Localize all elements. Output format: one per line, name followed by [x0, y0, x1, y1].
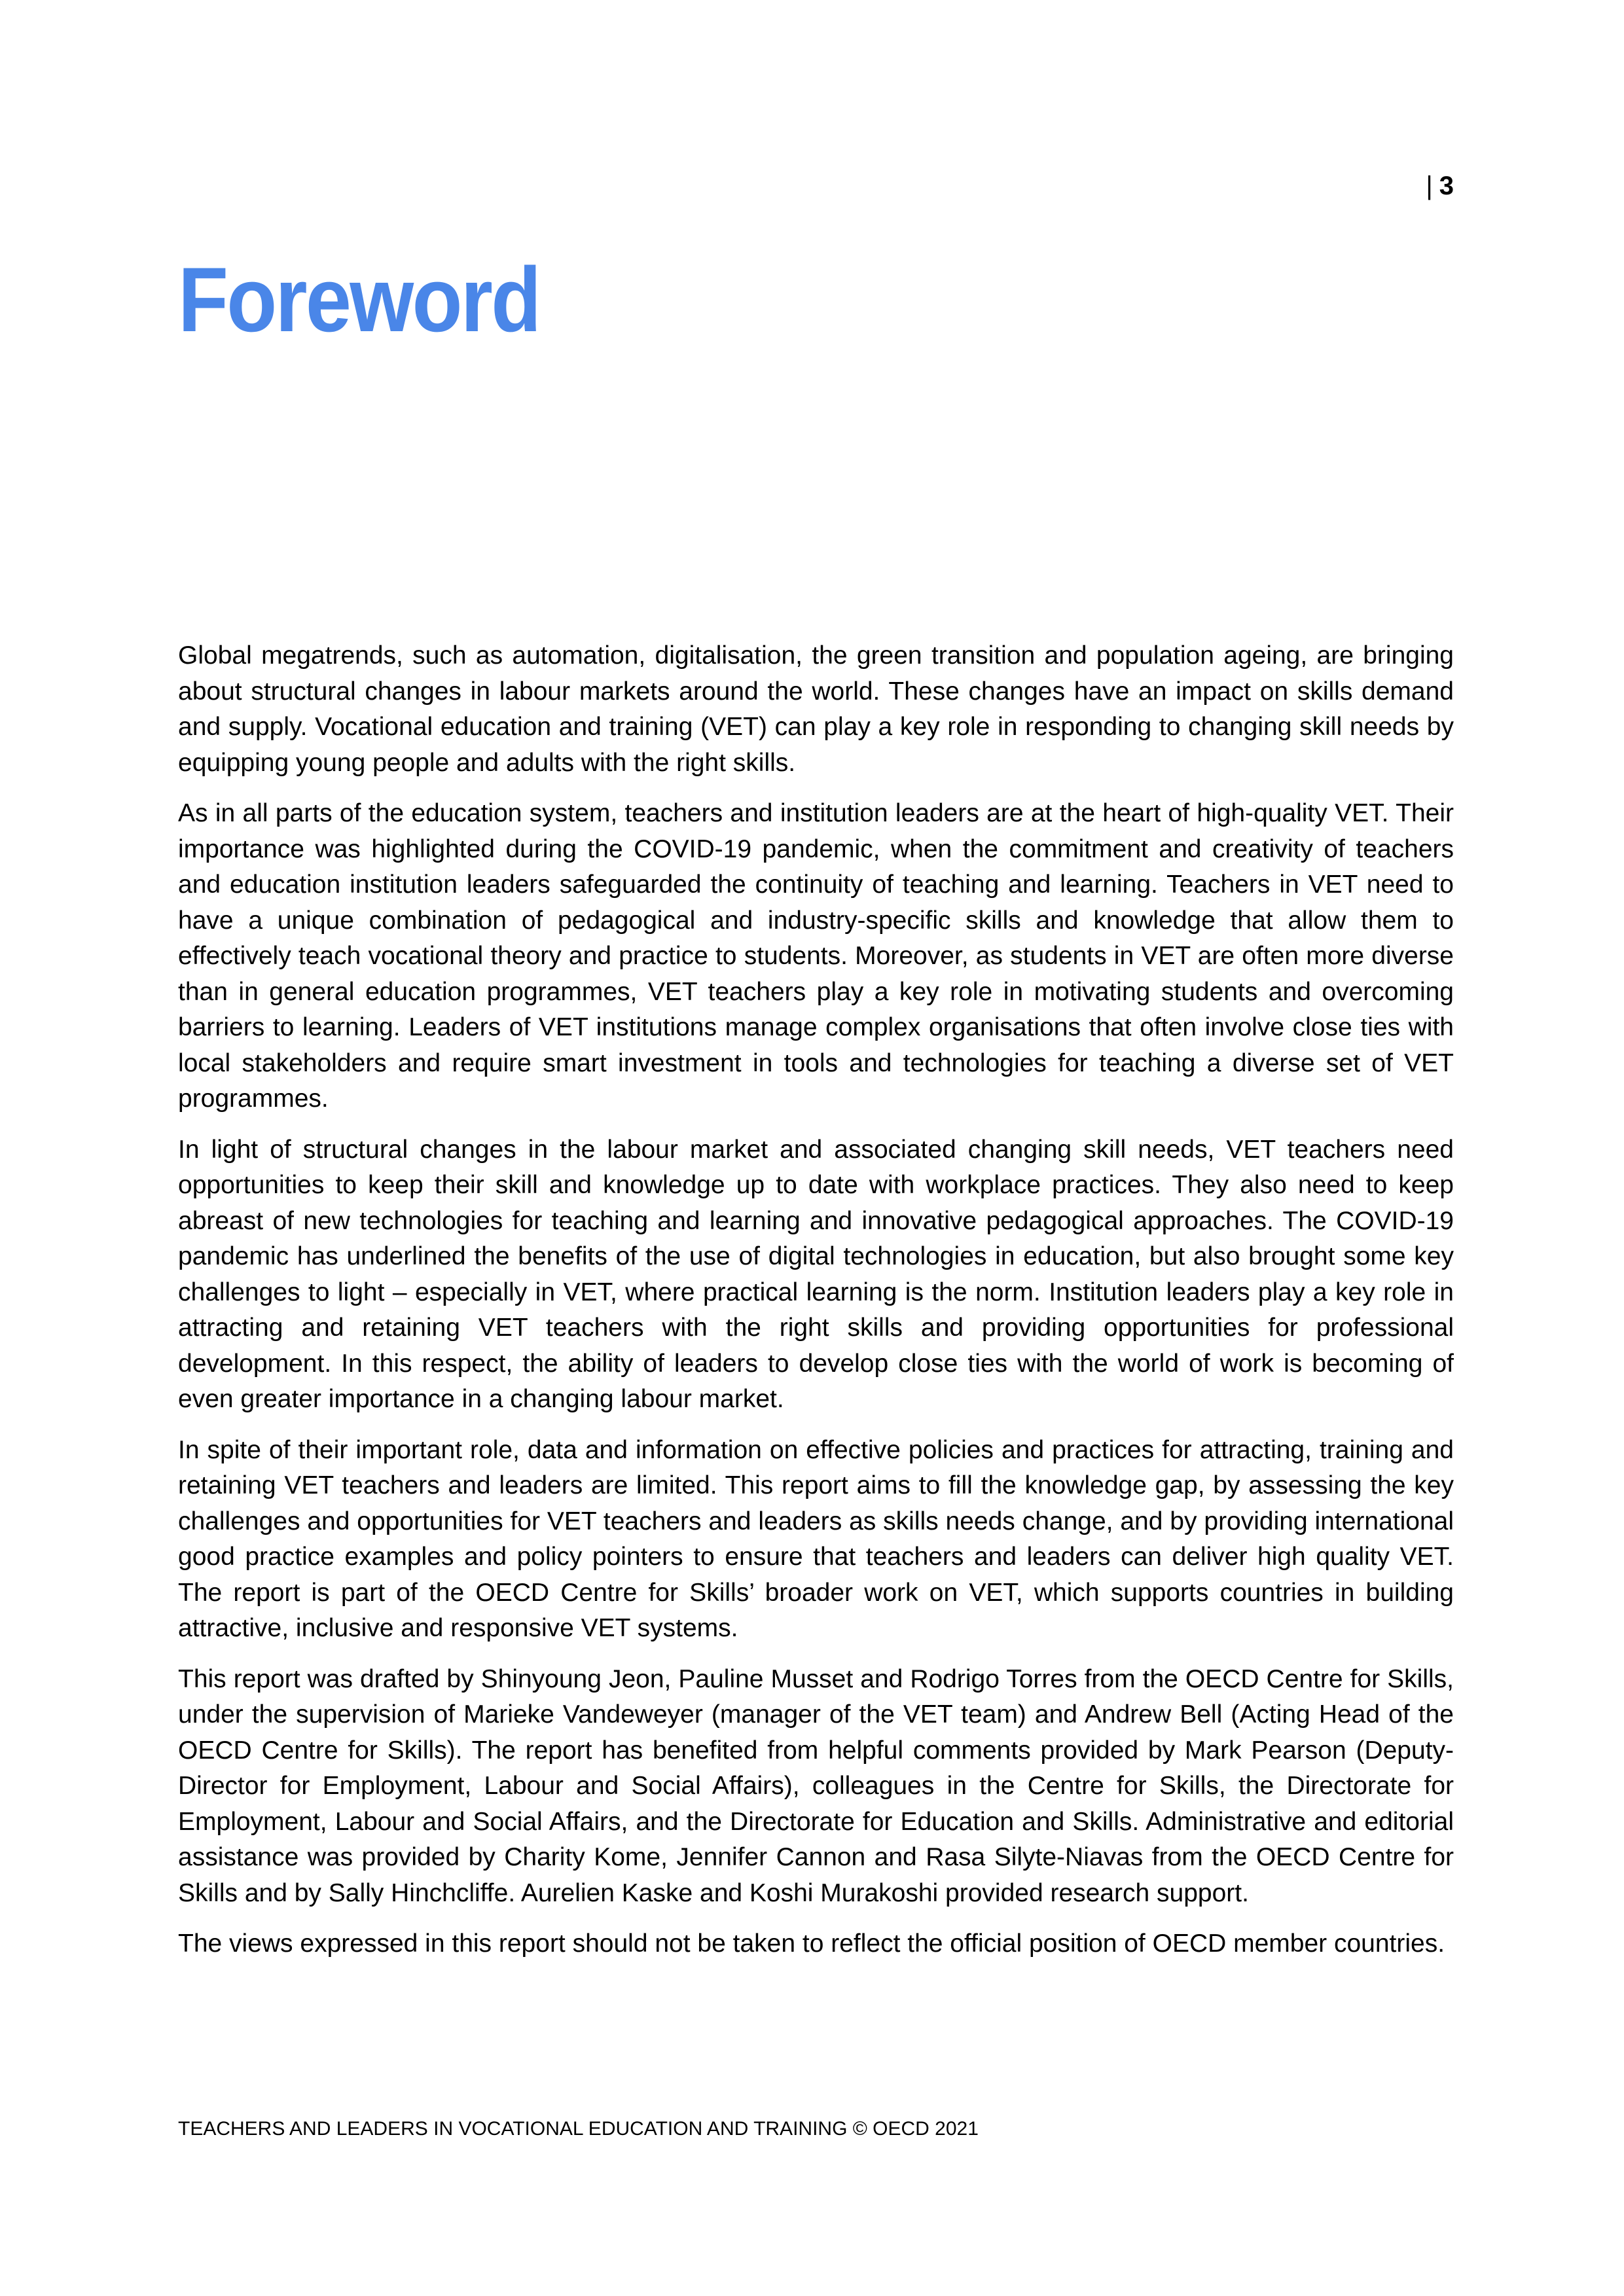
paragraph-acknowledgements: This report was drafted by Shinyoung Jeon, Pauline Musset and Rodrigo Torres from the OECD Centre for Skills, under the supervision of Marieke Vandeweyer (manager of the VET team) and Andrew Bell (Acting Head of the OECD Centre for Skills). The report has benefited from helpful comments provided by Mark Pearson (Deputy-Director for Employment, Labour and Social Affairs), colleagues in the Centre for Skills, the Directorate for Employment, Labour and Social Affairs, and the Directorate for Education and Skills. Administrative and editorial assistance was provided by Charity Kome, Jennifer Cannon and Rasa Silyte-Niavas from the OECD Centre for Skills and by Sally Hinchcliffe. Aurelien Kaske and Koshi Murakoshi provided research support. [178, 1664, 1454, 1907]
foreword-body [178, 638, 1454, 1977]
page-number-value: 3 [1439, 171, 1454, 200]
paragraph-megatrends: Global megatrends, such as automation, digitalisation, the green transition and population ageing, are bringing about structural changes in labour markets around the world. These changes have an impact on skills demand and supply. Vocational education and training (VET) can play a key role in responding to changing skill needs by equipping young people and adults with the right skills. [178, 641, 1454, 777]
page-number [1426, 171, 1454, 201]
paragraph-report-aims: In spite of their important role, data and information on effective policies and practices for attracting, training and retaining VET teachers and leaders are limited. This report aims to fill the knowledge gap, by assessing the key challenges and opportunities for VET teachers and leaders as skills needs change, and by providing international good practice examples and policy pointers to ensure that teachers and leaders can deliver high quality VET. The report is part of the OECD Centre for Skills’ broader work on VET, which supports countries in building attractive, inclusive and responsive VET systems. [178, 1435, 1454, 1642]
paragraph-teachers-leaders: As in all parts of the education system, teachers and institution leaders are at the heart of high-quality VET. Their importance was highlighted during the COVID-19 pandemic, when the commitment and creativity of teachers and education institution leaders safeguarded the continuity of teaching and learning. Teachers in VET need to have a unique combination of pedagogical and industry-specific skills and knowledge that allow them to effectively teach vocational theory and practice to students. Moreover, as students in VET are often more diverse than in general education programmes, VET teachers play a key role in motivating students and overcoming barriers to learning. Leaders of VET institutions manage complex organisations that often involve close ties with local stakeholders and require smart investment in tools and technologies for teaching a diverse set of VET programmes. [178, 799, 1454, 1113]
page-footer: TEACHERS AND LEADERS IN VOCATIONAL EDUCATION AND TRAINING © OECD 2021 [178, 2118, 979, 2140]
page-number-separator: | [1426, 171, 1433, 200]
paragraph-structural-changes: In light of structural changes in the labour market and associated changing skill needs, VET teachers need opportunities to keep their skill and knowledge up to date with workplace practices. They also need to keep abreast of new technologies for teaching and learning and innovative pedagogical approaches. The COVID-19 pandemic has underlined the benefits of the use of digital technologies in education, but also brought some key challenges to light – especially in VET, where practical learning is the norm. Institution leaders play a key role in attracting and retaining VET teachers with the right skills and providing opportunities for professional development. In this respect, the ability of leaders to develop close ties with the world of work is becoming of even greater importance in a changing labour market. [178, 1135, 1454, 1413]
paragraph-disclaimer: The views expressed in this report should not be taken to reflect the official position of OECD member countries. [178, 1929, 1445, 1958]
page-title: Foreword [178, 248, 540, 351]
